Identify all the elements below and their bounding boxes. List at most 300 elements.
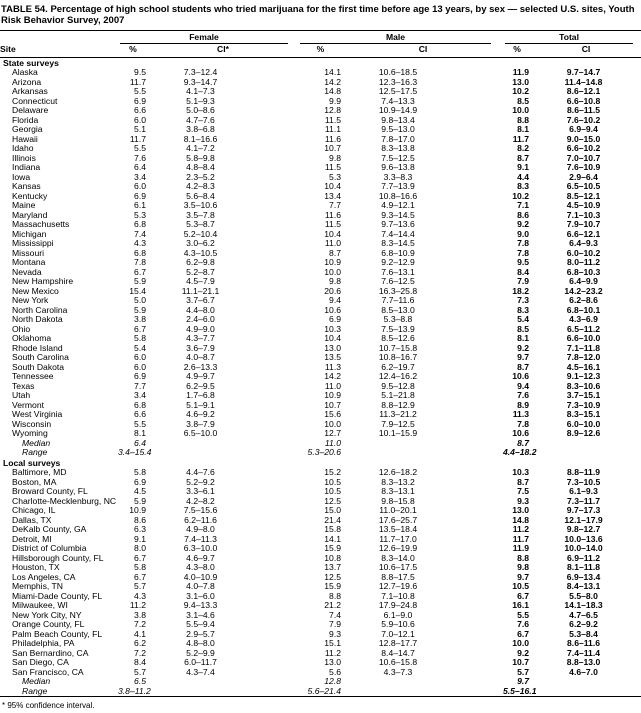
percent-value: 7.6 xyxy=(134,152,146,163)
ci-value: 6.5–11.2 xyxy=(567,323,601,334)
empty-cell xyxy=(343,687,503,697)
percent-value: 13.4 xyxy=(324,190,341,201)
median-value: 11.0 xyxy=(324,437,341,448)
percent-value: 10.4 xyxy=(324,333,341,344)
table-row xyxy=(0,182,641,192)
ci-value: 5.2–9.9 xyxy=(186,647,215,658)
site-name: DeKalb County, GA xyxy=(12,524,87,535)
percent-value: 10.7 xyxy=(324,143,341,154)
ci-value: 7.6–10.9 xyxy=(566,162,601,173)
ci-value: 8.5–13.0 xyxy=(381,304,415,315)
ci-value: 4.2–8.3 xyxy=(186,181,215,192)
ci-value: 8.3–10.6 xyxy=(566,380,601,391)
percent-value: 9.5 xyxy=(517,257,530,268)
site-name: Houston, TX xyxy=(12,562,60,573)
ci-value: 6.6–10.2 xyxy=(566,143,601,154)
percent-value: 3.4 xyxy=(134,171,146,182)
site-name: Texas xyxy=(12,380,35,391)
percent-value: 10.8 xyxy=(324,552,341,563)
ci-value: 12.1–17.9 xyxy=(564,514,603,525)
ci-value: 14.1–18.3 xyxy=(564,600,603,611)
site-name: North Carolina xyxy=(12,304,68,315)
table-row xyxy=(0,382,641,392)
percent-value: 11.7 xyxy=(129,133,146,144)
ci-value: 4.9–12.1 xyxy=(381,200,415,211)
ci-value: 9.3–14.7 xyxy=(183,76,218,87)
percent-value: 7.3 xyxy=(517,295,530,306)
percent-value: 3.4 xyxy=(134,390,146,401)
site-name: Philadelphia, PA xyxy=(12,638,75,649)
percent-value: 7.4 xyxy=(329,609,341,620)
section-label: State surveys xyxy=(3,57,59,68)
percent-value: 6.3 xyxy=(134,524,146,535)
male-ci-header: CI xyxy=(343,44,503,57)
percent-value: 8.7 xyxy=(329,247,341,258)
percent-value: 5.0 xyxy=(134,295,146,306)
ci-value: 8.8–11.9 xyxy=(567,467,601,478)
percent-value: 15.1 xyxy=(324,638,341,649)
range-label: Range xyxy=(22,447,48,458)
ci-value: 8.6–11.6 xyxy=(567,638,601,649)
site-name: Dallas, TX xyxy=(12,514,52,525)
ci-value: 6.4–9.9 xyxy=(569,276,598,287)
ci-value: 4.8–8.0 xyxy=(186,638,215,649)
male-group-header: Male xyxy=(300,33,491,45)
percent-value: 10.9 xyxy=(324,390,341,401)
ci-value: 10.9–14.9 xyxy=(378,105,418,116)
ci-value: 4.7–6.5 xyxy=(569,609,598,620)
percent-value: 13.0 xyxy=(324,657,341,668)
footnote: * 95% confidence interval. xyxy=(2,701,95,711)
site-name: New Hampshire xyxy=(12,276,74,287)
ci-value: 9.2–12.9 xyxy=(381,257,415,268)
percent-value: 11.9 xyxy=(512,67,530,78)
ci-value: 9.7–17.3 xyxy=(566,505,601,516)
ci-value: 4.6–7.0 xyxy=(569,666,598,677)
percent-value: 6.7 xyxy=(134,571,146,582)
site-name: Mississippi xyxy=(12,238,54,249)
ci-value: 12.4–16.2 xyxy=(378,371,418,382)
site-name: West Virginia xyxy=(12,409,63,420)
range-value: 3.4–15.4 xyxy=(118,447,152,458)
percent-value: 15.2 xyxy=(324,467,341,478)
range-value: 5.5–16.1 xyxy=(503,685,537,696)
ci-value: 10.6–15.8 xyxy=(378,657,418,668)
column-header-row xyxy=(0,44,641,57)
ci-value: 11.4–14.8 xyxy=(564,76,603,87)
site-name: New York City, NY xyxy=(12,609,82,620)
ci-value: 2.9–5.7 xyxy=(186,628,215,639)
ci-value: 11.7–17.0 xyxy=(379,533,417,544)
percent-value: 4.1 xyxy=(134,628,146,639)
site-name: Memphis, TN xyxy=(12,581,63,592)
percent-value: 10.3 xyxy=(512,467,530,478)
percent-value: 6.7 xyxy=(517,590,530,601)
ci-value: 3.7–6.7 xyxy=(186,295,215,306)
ci-value: 7.4–11.3 xyxy=(184,533,217,544)
percent-value: 8.3 xyxy=(517,304,530,315)
table-row xyxy=(0,68,641,78)
empty-cell xyxy=(531,439,641,449)
percent-value: 10.2 xyxy=(512,86,530,97)
empty-cell xyxy=(531,687,641,697)
empty-cell xyxy=(148,687,298,697)
percent-value: 6.2 xyxy=(134,638,146,649)
table-row xyxy=(0,220,641,230)
site-name: Indiana xyxy=(12,162,41,173)
table-row xyxy=(0,230,641,240)
ci-value: 12.3–16.3 xyxy=(378,76,418,87)
percent-value: 18.2 xyxy=(512,285,530,296)
ci-value: 6.6–10.0 xyxy=(566,333,601,344)
percent-value: 7.7 xyxy=(329,200,341,211)
table-row xyxy=(0,239,641,249)
ci-value: 12.8–17.7 xyxy=(378,638,418,649)
percent-value: 10.5 xyxy=(324,476,341,487)
ci-value: 8.5–12.6 xyxy=(381,333,415,344)
ci-value: 3.5–7.8 xyxy=(186,209,215,220)
percent-value: 13.0 xyxy=(324,342,341,353)
table-row xyxy=(0,125,641,135)
data-table xyxy=(0,30,641,698)
ci-value: 3.3–8.3 xyxy=(383,171,413,182)
percent-value: 10.0 xyxy=(324,418,341,429)
percent-value: 9.4 xyxy=(329,295,341,306)
site-name: Orange County, FL xyxy=(12,619,85,630)
ci-value: 9.8–15.8 xyxy=(381,495,415,506)
percent-value: 7.2 xyxy=(134,647,146,658)
percent-value: 3.8 xyxy=(134,314,146,325)
ci-value: 7.0–10.7 xyxy=(566,152,601,163)
percent-value: 7.9 xyxy=(329,619,341,630)
median-label: Median xyxy=(22,676,51,687)
site-name: Miami-Dade County, FL xyxy=(12,590,103,601)
percent-value: 5.8 xyxy=(134,562,146,573)
site-name: Arizona xyxy=(12,76,42,87)
range-value: 3.8–11.2 xyxy=(118,685,151,696)
table-row xyxy=(0,144,641,154)
percent-value: 5.5 xyxy=(134,143,146,154)
percent-value: 8.6 xyxy=(134,514,146,525)
ci-value: 7.1–11.8 xyxy=(567,342,601,353)
ci-value: 9.7–14.7 xyxy=(566,67,601,78)
ci-value: 8.1–16.6 xyxy=(183,133,218,144)
table-row xyxy=(0,420,641,430)
percent-value: 4.5 xyxy=(134,486,146,497)
percent-value: 7.5 xyxy=(517,486,530,497)
percent-value: 7.6 xyxy=(517,619,530,630)
site-name: Broward County, FL xyxy=(12,486,88,497)
ci-value: 5.2–8.7 xyxy=(186,266,215,277)
site-name: San Bernardino, CA xyxy=(12,647,89,658)
table-row xyxy=(0,573,641,583)
ci-value: 4.6–9.2 xyxy=(186,409,215,420)
ci-value: 6.0–11.7 xyxy=(184,657,217,668)
site-name: Wyoming xyxy=(12,428,48,439)
percent-value: 10.9 xyxy=(324,257,341,268)
percent-value: 6.7 xyxy=(134,323,146,334)
table-row xyxy=(0,601,641,611)
ci-value: 4.3–7.7 xyxy=(186,333,215,344)
percent-value: 6.9 xyxy=(134,371,146,382)
table-row xyxy=(0,391,641,401)
ci-value: 6.9–9.4 xyxy=(569,124,598,135)
ci-value: 3.1–4.6 xyxy=(186,609,215,620)
percent-value: 9.1 xyxy=(134,533,146,544)
range-value: 5.3–20.6 xyxy=(307,447,341,458)
percent-value: 6.9 xyxy=(329,314,341,325)
percent-value: 8.9 xyxy=(517,399,530,410)
ci-value: 6.2–8.6 xyxy=(569,295,598,306)
table-body xyxy=(0,57,641,697)
percent-value: 14.2 xyxy=(324,76,341,87)
percent-value: 4.3 xyxy=(134,590,146,601)
percent-value: 7.2 xyxy=(134,619,146,630)
table-row xyxy=(0,192,641,202)
ci-value: 4.7–7.6 xyxy=(186,114,215,125)
ci-value: 6.5–10.0 xyxy=(183,428,218,439)
ci-value: 12.5–17.5 xyxy=(378,86,418,97)
ci-value: 7.5–13.9 xyxy=(381,323,415,334)
percent-value: 8.0 xyxy=(134,543,146,554)
percent-value: 9.3 xyxy=(517,495,530,506)
site-name: Florida xyxy=(12,114,39,125)
empty-cell xyxy=(531,677,641,687)
ci-value: 5.0–8.6 xyxy=(186,105,215,116)
percent-value: 7.8 xyxy=(517,418,530,429)
ci-value: 4.8–8.4 xyxy=(186,162,215,173)
total-percent-header: % xyxy=(503,44,531,57)
percent-value: 20.6 xyxy=(324,285,341,296)
percent-value: 10.6 xyxy=(512,371,530,382)
percent-value: 13.0 xyxy=(512,76,530,87)
percent-value: 6.7 xyxy=(134,552,146,563)
site-name: Rhode Island xyxy=(12,342,63,353)
percent-value: 10.0 xyxy=(324,266,341,277)
site-name: Milwaukee, WI xyxy=(12,600,68,611)
site-name: Connecticut xyxy=(12,95,58,106)
range-row xyxy=(0,448,641,458)
site-name: Chicago, IL xyxy=(12,505,56,516)
percent-value: 13.0 xyxy=(512,505,530,516)
range-value: 4.4–18.2 xyxy=(503,447,537,458)
table-row xyxy=(0,315,641,325)
percent-value: 15.9 xyxy=(324,581,341,592)
ci-value: 8.1–11.8 xyxy=(567,562,601,573)
ci-value: 4.1–7.3 xyxy=(186,86,215,97)
ci-value: 6.9–11.2 xyxy=(567,552,601,563)
site-header-spacer xyxy=(0,30,118,44)
ci-value: 9.0–15.0 xyxy=(566,133,601,144)
ci-value: 8.3–14.0 xyxy=(381,552,415,563)
percent-value: 8.8 xyxy=(517,552,530,563)
percent-value: 9.8 xyxy=(329,152,341,163)
ci-value: 3.8–6.8 xyxy=(186,124,215,135)
ci-value: 11.0–20.1 xyxy=(379,505,417,516)
percent-value: 11.0 xyxy=(324,238,341,249)
ci-value: 10.8–16.6 xyxy=(378,190,418,201)
percent-value: 6.8 xyxy=(134,247,146,258)
ci-value: 7.6–13.1 xyxy=(381,266,415,277)
table-row xyxy=(0,554,641,564)
percent-value: 7.6 xyxy=(517,390,530,401)
site-name: Massachusetts xyxy=(12,219,70,230)
percent-value: 12.5 xyxy=(324,571,341,582)
ci-value: 4.5–16.1 xyxy=(566,361,601,372)
ci-value: 7.6–10.2 xyxy=(566,114,601,125)
table-row xyxy=(0,478,641,488)
site-name: Missouri xyxy=(12,247,44,258)
percent-value: 9.2 xyxy=(517,219,530,230)
ci-value: 6.2–9.8 xyxy=(186,257,215,268)
percent-value: 5.8 xyxy=(134,467,146,478)
ci-value: 5.3–8.7 xyxy=(186,219,215,230)
median-value: 6.4 xyxy=(134,437,146,448)
percent-value: 8.7 xyxy=(517,361,530,372)
ci-value: 4.3–7.3 xyxy=(383,666,413,677)
percent-value: 5.1 xyxy=(134,124,146,135)
median-label: Median xyxy=(22,437,51,448)
ci-value: 3.7–15.1 xyxy=(566,390,601,401)
site-name: Maryland xyxy=(12,209,48,220)
percent-value: 11.2 xyxy=(324,647,341,658)
ci-value: 8.0–11.2 xyxy=(567,257,601,268)
percent-value: 8.2 xyxy=(517,143,530,154)
percent-value: 8.7 xyxy=(517,476,530,487)
ci-value: 2.4–6.0 xyxy=(186,314,215,325)
empty-cell xyxy=(343,677,503,687)
table-row xyxy=(0,97,641,107)
ci-value: 6.1–9.0 xyxy=(383,609,413,620)
table-row xyxy=(0,277,641,287)
ci-value: 7.3–10.9 xyxy=(566,399,601,410)
site-name: Delaware xyxy=(12,105,49,116)
ci-value: 4.4–7.6 xyxy=(186,467,215,478)
female-ci-header: CI* xyxy=(148,44,298,57)
empty-cell xyxy=(148,677,298,687)
ci-value: 6.1–9.3 xyxy=(569,486,598,497)
ci-value: 10.7–15.8 xyxy=(378,342,418,353)
site-name: Palm Beach County, FL xyxy=(12,628,103,639)
percent-value: 10.6 xyxy=(512,428,530,439)
site-name: Charlotte-Mecklenburg, NC xyxy=(12,495,117,506)
site-name: Utah xyxy=(12,390,31,401)
percent-value: 9.2 xyxy=(517,647,530,658)
percent-value: 4.4 xyxy=(517,171,530,182)
percent-value: 8.1 xyxy=(517,124,530,135)
site-name: Michigan xyxy=(12,228,47,239)
table-row xyxy=(0,258,641,268)
percent-value: 10.0 xyxy=(512,638,530,649)
table-row xyxy=(0,468,641,478)
percent-value: 6.9 xyxy=(134,95,146,106)
percent-value: 6.4 xyxy=(134,162,146,173)
ci-value: 10.0–14.0 xyxy=(564,543,603,554)
ci-value: 2.9–6.4 xyxy=(569,171,598,182)
ci-value: 9.5–13.0 xyxy=(381,124,415,135)
percent-value: 9.2 xyxy=(517,342,530,353)
table-row xyxy=(0,249,641,259)
table-row xyxy=(0,649,641,659)
percent-value: 6.8 xyxy=(134,399,146,410)
ci-value: 3.8–7.9 xyxy=(186,418,215,429)
percent-value: 21.4 xyxy=(324,514,341,525)
percent-value: 6.9 xyxy=(134,476,146,487)
site-name: South Dakota xyxy=(12,361,65,372)
table-row xyxy=(0,363,641,373)
percent-value: 5.7 xyxy=(134,666,146,677)
percent-value: 5.9 xyxy=(134,276,146,287)
ci-value: 4.3–8.0 xyxy=(186,562,215,573)
ci-value: 8.3–13.2 xyxy=(381,476,415,487)
ci-value: 9.1–12.3 xyxy=(566,371,601,382)
site-name: Los Angeles, CA xyxy=(12,571,76,582)
range-value: 5.6–21.4 xyxy=(307,685,341,696)
ci-value: 6.4–9.3 xyxy=(569,238,598,249)
ci-value: 5.1–9.1 xyxy=(186,399,215,410)
ci-value: 8.6–11.5 xyxy=(567,105,601,116)
percent-value: 12.5 xyxy=(324,495,341,506)
ci-value: 4.1–7.2 xyxy=(186,143,215,154)
site-name: San Francisco, CA xyxy=(12,666,84,677)
ci-value: 7.7–13.9 xyxy=(381,181,415,192)
empty-cell xyxy=(148,448,298,458)
percent-value: 10.9 xyxy=(129,505,146,516)
ci-value: 4.4–8.0 xyxy=(186,304,215,315)
empty-cell xyxy=(343,439,503,449)
site-name: District of Columbia xyxy=(12,543,87,554)
ci-value: 8.8–13.0 xyxy=(566,657,601,668)
site-name: Baltimore, MD xyxy=(12,467,67,478)
percent-value: 5.5 xyxy=(134,418,146,429)
ci-value: 7.3–11.7 xyxy=(567,495,601,506)
ci-value: 7.8–17.0 xyxy=(381,133,415,144)
percent-value: 9.3 xyxy=(329,628,341,639)
ci-value: 6.5–10.5 xyxy=(566,181,601,192)
ci-value: 6.0–10.2 xyxy=(566,247,601,258)
ci-value: 9.8–12.7 xyxy=(566,524,601,535)
median-value: 12.8 xyxy=(324,676,341,687)
percent-value: 13.5 xyxy=(324,352,341,363)
ci-value: 13.5–18.4 xyxy=(378,524,418,535)
table-row xyxy=(0,497,641,507)
ci-value: 6.9–13.4 xyxy=(566,571,601,582)
percent-value: 10.5 xyxy=(512,581,530,592)
percent-value: 6.6 xyxy=(134,105,146,116)
percent-value: 5.7 xyxy=(517,666,530,677)
ci-value: 8.5–12.1 xyxy=(566,190,601,201)
percent-value: 5.8 xyxy=(134,333,146,344)
percent-value: 10.7 xyxy=(512,657,530,668)
ci-value: 8.9–12.6 xyxy=(566,428,601,439)
section-header-row xyxy=(0,57,641,68)
percent-value: 8.3 xyxy=(517,181,530,192)
percent-value: 11.5 xyxy=(324,114,341,125)
ci-value: 8.6–12.1 xyxy=(566,86,601,97)
percent-value: 4.3 xyxy=(134,238,146,249)
percent-value: 10.4 xyxy=(324,228,341,239)
percent-value: 10.7 xyxy=(324,399,341,410)
table-row xyxy=(0,525,641,535)
percent-value: 3.8 xyxy=(134,609,146,620)
percent-value: 12.8 xyxy=(324,105,341,116)
site-name: Vermont xyxy=(12,399,45,410)
ci-value: 10.0–13.6 xyxy=(564,533,603,544)
percent-value: 8.1 xyxy=(134,428,146,439)
table-row xyxy=(0,78,641,88)
percent-value: 10.6 xyxy=(324,304,341,315)
ci-value: 8.4–14.7 xyxy=(381,647,415,658)
